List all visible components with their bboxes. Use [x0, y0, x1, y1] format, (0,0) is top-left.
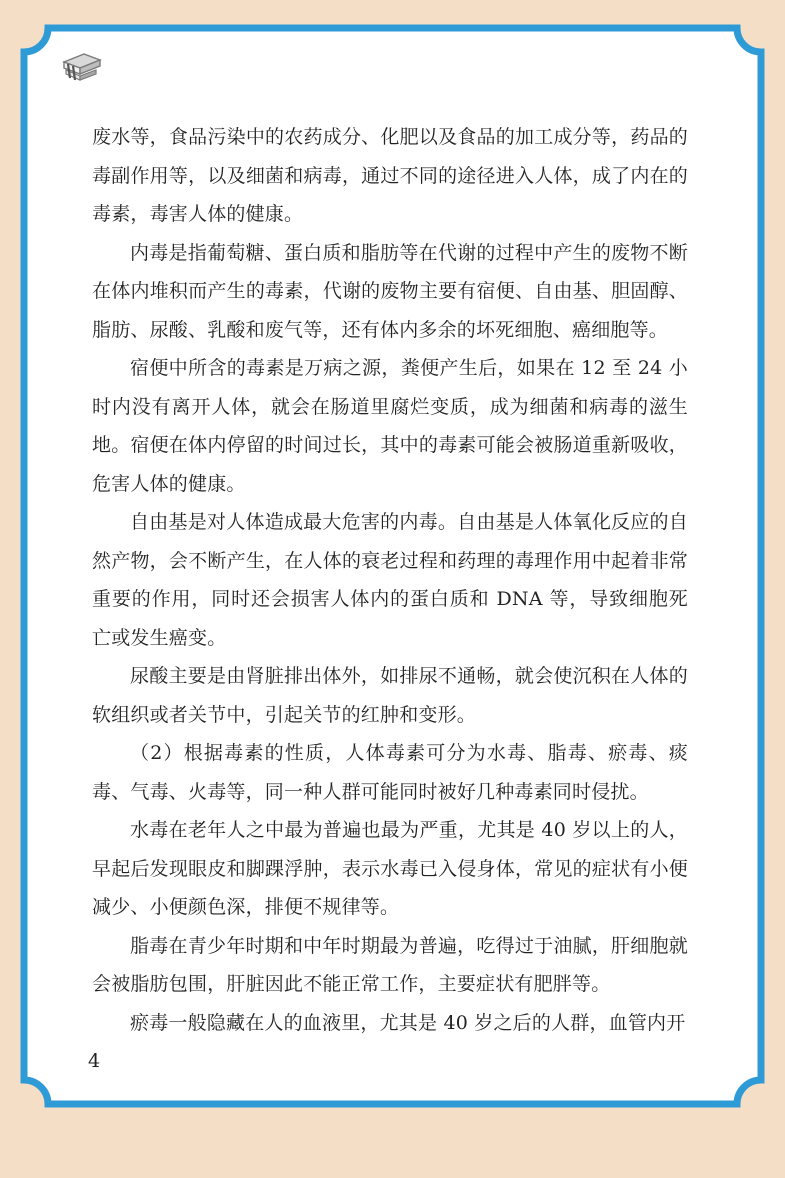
page-number: 4: [88, 1050, 101, 1072]
paragraph: （2）根据毒素的性质，人体毒素可分为水毒、脂毒、瘀毒、痰毒、气毒、火毒等，同一种人群可能同时被好几种毒素同时侵扰。: [92, 742, 688, 803]
paragraph: 废水等，食品污染中的农药成分、化肥以及食品的加工成分等，药品的毒副作用等，以及细菌和病毒，通过不同的途径进入人体，成了内在的毒素，毒害人体的健康。: [92, 126, 688, 225]
paragraph: 内毒是指葡萄糖、蛋白质和脂肪等在代谢的过程中产生的废物不断在体内堆积而产生的毒素，代谢的废物主要有宿便、自由基、胆固醇、脂肪、尿酸、乳酸和废气等，还有体内多余的坏死细胞、癌细胞等。: [92, 241, 688, 341]
paragraph: 自由基是对人体造成最大危害的内毒。自由基是人体氧化反应的自然产物，会不断产生，在人体的衰老过程和药理的毒理作用中起着非常重要的作用，同时还会损害人体内的蛋白质和 DNA 等，导致细胞死亡或发生癌变。: [92, 511, 688, 649]
body-text: [92, 118, 688, 1042]
paragraph: 瘀毒一般隐藏在人的血液里，尤其是 40 岁之后的人群，血管内开: [130, 1011, 686, 1034]
paragraph: 宿便中所含的毒素是万病之源，粪便产生后，如果在 12 至 24 小时内没有离开人体，就会在肠道里腐烂变质，成为细菌和病毒的滋生地。宿便在体内停留的时间过长，其中的毒素可能会被肠道重新吸收，危害人体的健康。: [92, 357, 688, 495]
paragraph: 脂毒在青少年时期和中年时期最为普遍，吃得过于油腻，肝细胞就会被脂肪包围，肝脏因此不能正常工作，主要症状有肥胖等。: [92, 934, 688, 995]
book-stack-icon: [60, 48, 104, 84]
paragraph: 尿酸主要是由肾脏排出体外，如排尿不通畅，就会使沉积在人体的软组织或者关节中，引起关节的红肿和变形。: [92, 665, 688, 726]
paragraph: 水毒在老年人之中最为普遍也最为严重，尤其是 40 岁以上的人，早起后发现眼皮和脚踝浮肿，表示水毒已入侵身体，常见的症状有小便减少、小便颜色深，排便不规律等。: [92, 819, 688, 918]
